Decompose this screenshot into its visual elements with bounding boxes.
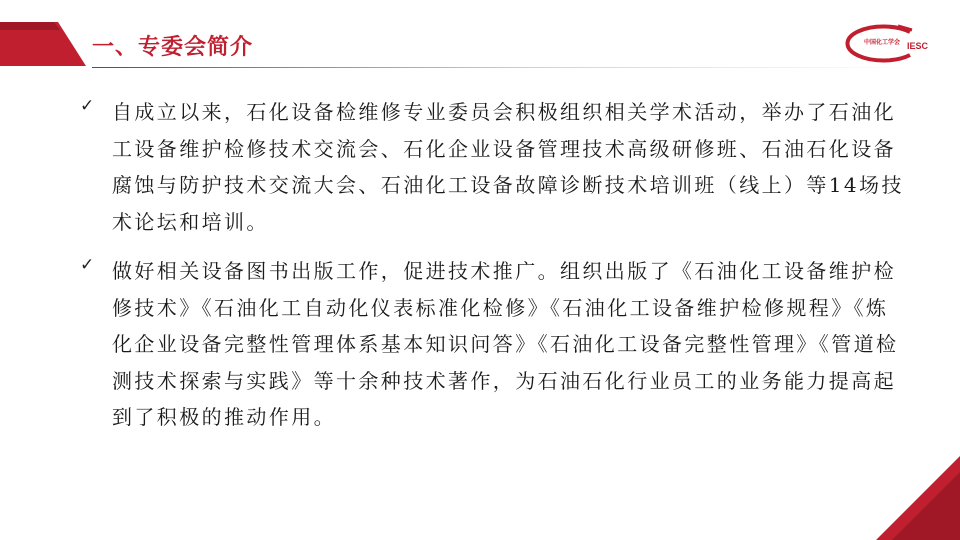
title-underline (92, 67, 912, 68)
bullet-list (80, 94, 910, 449)
logo-abbrev: IESC (907, 41, 929, 51)
bullet-text: 做好相关设备图书出版工作，促进技术推广。组织出版了《石油化工设备维护检修技术》《石油化工自动化仪表标准化检修》《石油化工设备维护检修规程》《炼化企业设备完整性管理体系基本知识问答》《石油化工设备完整性管理》《管道检测技术探索与实践》等十余种技术著作，为石油石化行业员工的业务能力提高起到了积极的推动作用。 (112, 259, 899, 429)
society-logo (838, 20, 938, 66)
title-banner-decoration (0, 22, 86, 66)
checkmark-icon: ✓ (80, 96, 95, 116)
bullet-item (80, 94, 910, 240)
corner-decoration (870, 450, 960, 540)
page-title: 一、专委会简介 (92, 35, 254, 60)
logo-name-cn: 中国化工学会 (863, 39, 900, 46)
bullet-text: 自成立以来，石化设备检维修专业委员会积极组织相关学术活动，举办了石油化工设备维护检修技术交流会、石化企业设备管理技术高级研修班、石油石化设备腐蚀与防护技术交流大会、石油化工设备故障诊断技术培训班（线上）等14场技术论坛和培训。 (112, 100, 904, 234)
checkmark-icon: ✓ (80, 255, 95, 275)
bullet-item (80, 253, 910, 436)
